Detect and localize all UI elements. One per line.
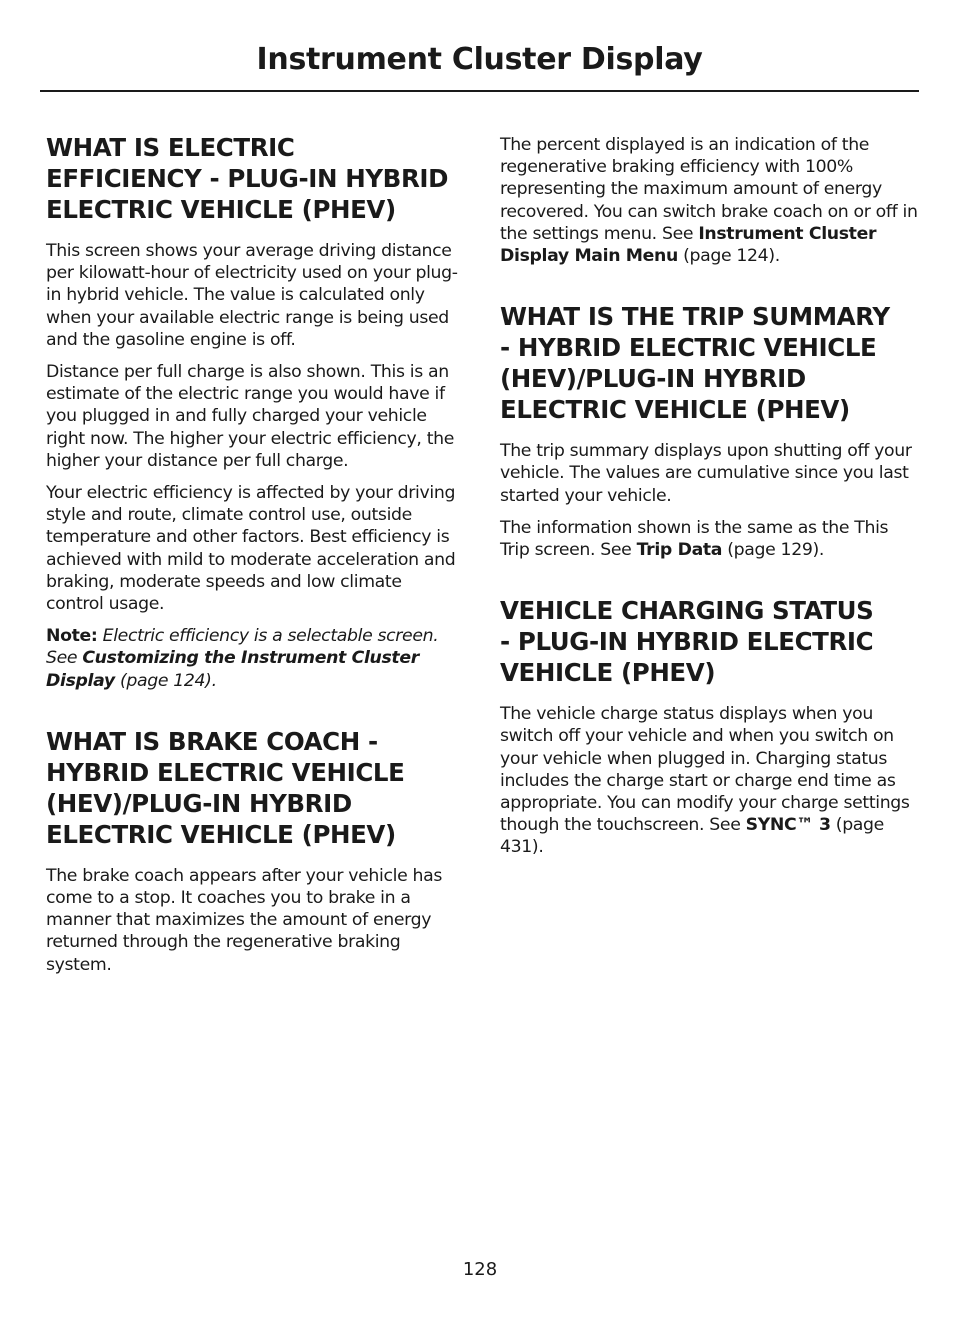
page-reference: (page 129). <box>727 540 825 561</box>
cross-reference-link[interactable]: Instrument Cluster Display Main Menu <box>500 223 877 267</box>
note-paragraph <box>46 625 464 692</box>
paragraph <box>500 134 918 267</box>
heading-line: WHAT IS ELECTRIC <box>46 133 295 162</box>
page-reference: (page 124). <box>683 246 780 267</box>
heading-line: WHAT IS THE TRIP SUMMARY <box>500 302 890 332</box>
heading-line: (HEV)/PLUG-IN HYBRID <box>46 788 352 818</box>
page-reference: (page 124). <box>119 670 217 691</box>
cross-reference-link[interactable]: Trip Data <box>636 540 723 561</box>
note-label: Note: <box>46 626 98 647</box>
heading-line: EFFICIENCY - PLUG-IN HYBRID <box>46 164 449 193</box>
paragraph: Your electric efficiency is affected by your driving style and route, climate control use, outside temperature and other factors. Best efficiency is achieved with mild to moderate acceleration and braking, moderate speeds and low climate control usage. <box>46 483 456 615</box>
paragraph-text: The percent displayed is an indication of the regenerative braking efficiency with 100% representing the maximum amount of energy recovered. You can switch brake coach on or off in the settings menu. See <box>500 135 918 244</box>
heading-line: ELECTRIC VEHICLE (PHEV) <box>500 395 850 425</box>
section-heading-charging-status <box>500 595 918 688</box>
paragraph-text: The vehicle charge status displays when you switch off your vehicle and when you switch on your vehicle when plugged in. Charging status includes the charge start or charge end time as appropriate. You can modify your charge settings though the touchscreen. See <box>500 704 910 836</box>
heading-line: WHAT IS BRAKE COACH - <box>46 726 378 756</box>
paragraph <box>500 517 918 561</box>
right-column <box>500 134 918 859</box>
paragraph: This screen shows your average driving distance per kilowatt-hour of electricity used on your plug-in hybrid vehicle. The value is calculated only when your available electric range is being used and the gasoline engine is off. <box>46 241 458 350</box>
heading-line: - HYBRID ELECTRIC VEHICLE <box>500 333 877 363</box>
paragraph: Distance per full charge is also shown. This is an estimate of the electric range you would have if you plugged in and fully charged your vehicle right now. The higher your electric efficiency, the higher your distance per full charge. <box>46 362 455 471</box>
page-header-title: Instrument Cluster Display <box>256 42 703 77</box>
heading-line: VEHICLE CHARGING STATUS <box>500 596 874 626</box>
page-reference: (page 431). <box>500 815 884 858</box>
cross-reference-link[interactable]: Customizing the Instrument Cluster Display <box>46 648 419 691</box>
left-column <box>46 132 464 976</box>
page-number: 128 <box>462 1259 498 1280</box>
heading-line: HYBRID ELECTRIC VEHICLE <box>46 757 405 787</box>
heading-line: VEHICLE (PHEV) <box>500 658 716 688</box>
header-divider <box>40 90 919 92</box>
paragraph: The brake coach appears after your vehicle has come to a stop. It coaches you to brake in a manner that maximizes the amount of energy returned through the regenerative braking system. <box>46 865 442 975</box>
note-text: Electric efficiency is a selectable screen. See <box>46 626 439 669</box>
cross-reference-link[interactable]: SYNC™ 3 <box>745 815 831 836</box>
heading-line: (HEV)/PLUG-IN HYBRID <box>500 364 806 394</box>
heading-line: - PLUG-IN HYBRID ELECTRIC <box>500 627 874 657</box>
section-heading-brake-coach <box>46 726 464 850</box>
section-heading-trip-summary <box>500 301 918 425</box>
heading-line: ELECTRIC VEHICLE (PHEV) <box>46 819 396 849</box>
paragraph <box>500 703 918 858</box>
paragraph: The trip summary displays upon shutting off your vehicle. The values are cumulative since you last started your vehicle. <box>500 441 912 506</box>
section-heading-electric-efficiency <box>46 132 464 225</box>
heading-line: ELECTRIC VEHICLE (PHEV) <box>46 195 396 224</box>
paragraph-text: The information shown is the same as the This Trip screen. See <box>500 517 889 561</box>
